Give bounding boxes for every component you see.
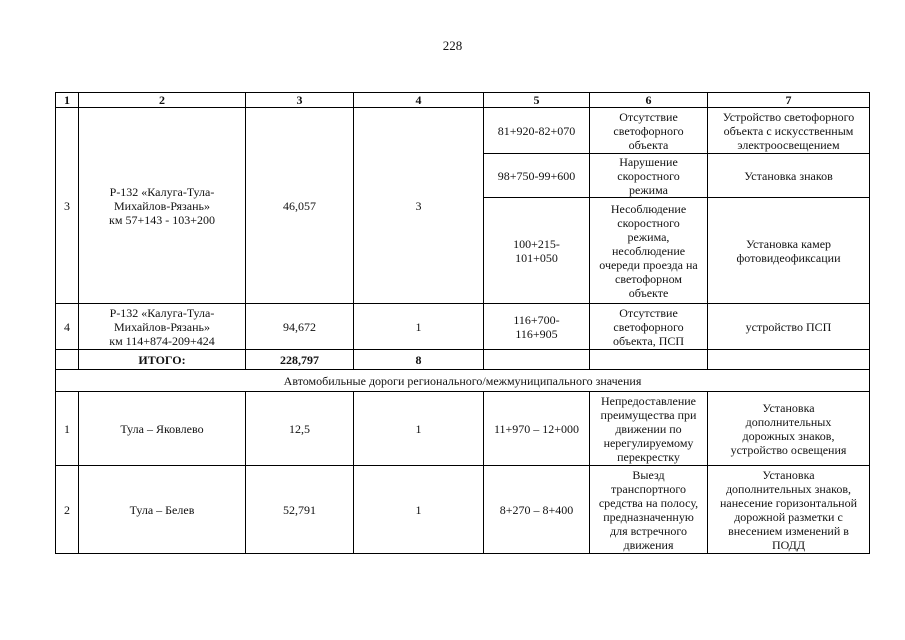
header-cell: 3 [246, 93, 354, 108]
problem-description: Непредоставление преимущества при движении по нерегулируемому перекрестку [590, 392, 708, 466]
km-range: 81+920-82+070 [484, 108, 590, 154]
row-number: 1 [56, 392, 79, 466]
table-row [56, 108, 870, 154]
problem-description: Выезд транспортного средства на полосу, предназначенную для встречного движения [590, 466, 708, 554]
total-label: ИТОГО: [79, 350, 246, 370]
empty-cell [484, 350, 590, 370]
header-cell: 2 [79, 93, 246, 108]
table-row [56, 304, 870, 350]
header-cell: 5 [484, 93, 590, 108]
total-length: 228,797 [246, 350, 354, 370]
section-count: 1 [354, 392, 484, 466]
road-length: 46,057 [246, 108, 354, 304]
problem-description: Отсутствие светофорного объекта, ПСП [590, 304, 708, 350]
measure-description: устройство ПСП [708, 304, 870, 350]
measure-description: Установка знаков [708, 154, 870, 198]
header-cell: 4 [354, 93, 484, 108]
table-row [56, 466, 870, 554]
problem-description: Отсутствие светофорного объекта [590, 108, 708, 154]
header-row [56, 93, 870, 108]
header-cell: 1 [56, 93, 79, 108]
problem-description: Несоблюдение скоростного режима, несоблюдение очереди проезда на светофорном объекте [590, 198, 708, 304]
measure-description: Устройство светофорного объекта с искусственным электроосвещением [708, 108, 870, 154]
road-length: 12,5 [246, 392, 354, 466]
problem-description: Нарушение скоростного режима [590, 154, 708, 198]
km-range: 11+970 – 12+000 [484, 392, 590, 466]
table-row [56, 392, 870, 466]
row-number: 2 [56, 466, 79, 554]
header-cell: 7 [708, 93, 870, 108]
measure-description: Установка камер фотовидеофиксации [708, 198, 870, 304]
road-length: 94,672 [246, 304, 354, 350]
km-range: 100+215- 101+050 [484, 198, 590, 304]
road-length: 52,791 [246, 466, 354, 554]
empty-cell [708, 350, 870, 370]
measure-description: Установка дополнительных дорожных знаков, устройство освещения [708, 392, 870, 466]
measure-description: Установка дополнительных знаков, нанесение горизонтальной дорожной разметки с внесением изменений в ПОДД [708, 466, 870, 554]
section-title-row [56, 370, 870, 392]
road-name: Р-132 «Калуга-Тула- Михайлов-Рязань» км 114+874-209+424 [79, 304, 246, 350]
header-cell: 6 [590, 93, 708, 108]
total-count: 8 [354, 350, 484, 370]
row-number: 4 [56, 304, 79, 350]
road-safety-table [55, 92, 870, 554]
row-number: 3 [56, 108, 79, 304]
section-count: 1 [354, 304, 484, 350]
page-number: 228 [442, 38, 463, 53]
empty-cell [56, 350, 79, 370]
total-row [56, 350, 870, 370]
road-name: Тула – Белев [79, 466, 246, 554]
section-count: 1 [354, 466, 484, 554]
section-count: 3 [354, 108, 484, 304]
km-range: 98+750-99+600 [484, 154, 590, 198]
road-name: Р-132 «Калуга-Тула- Михайлов-Рязань» км 57+143 - 103+200 [79, 108, 246, 304]
road-name: Тула – Яковлево [79, 392, 246, 466]
km-range: 8+270 – 8+400 [484, 466, 590, 554]
km-range: 116+700- 116+905 [484, 304, 590, 350]
section-title: Автомобильные дороги регионального/межмуниципального значения [56, 370, 870, 392]
empty-cell [590, 350, 708, 370]
